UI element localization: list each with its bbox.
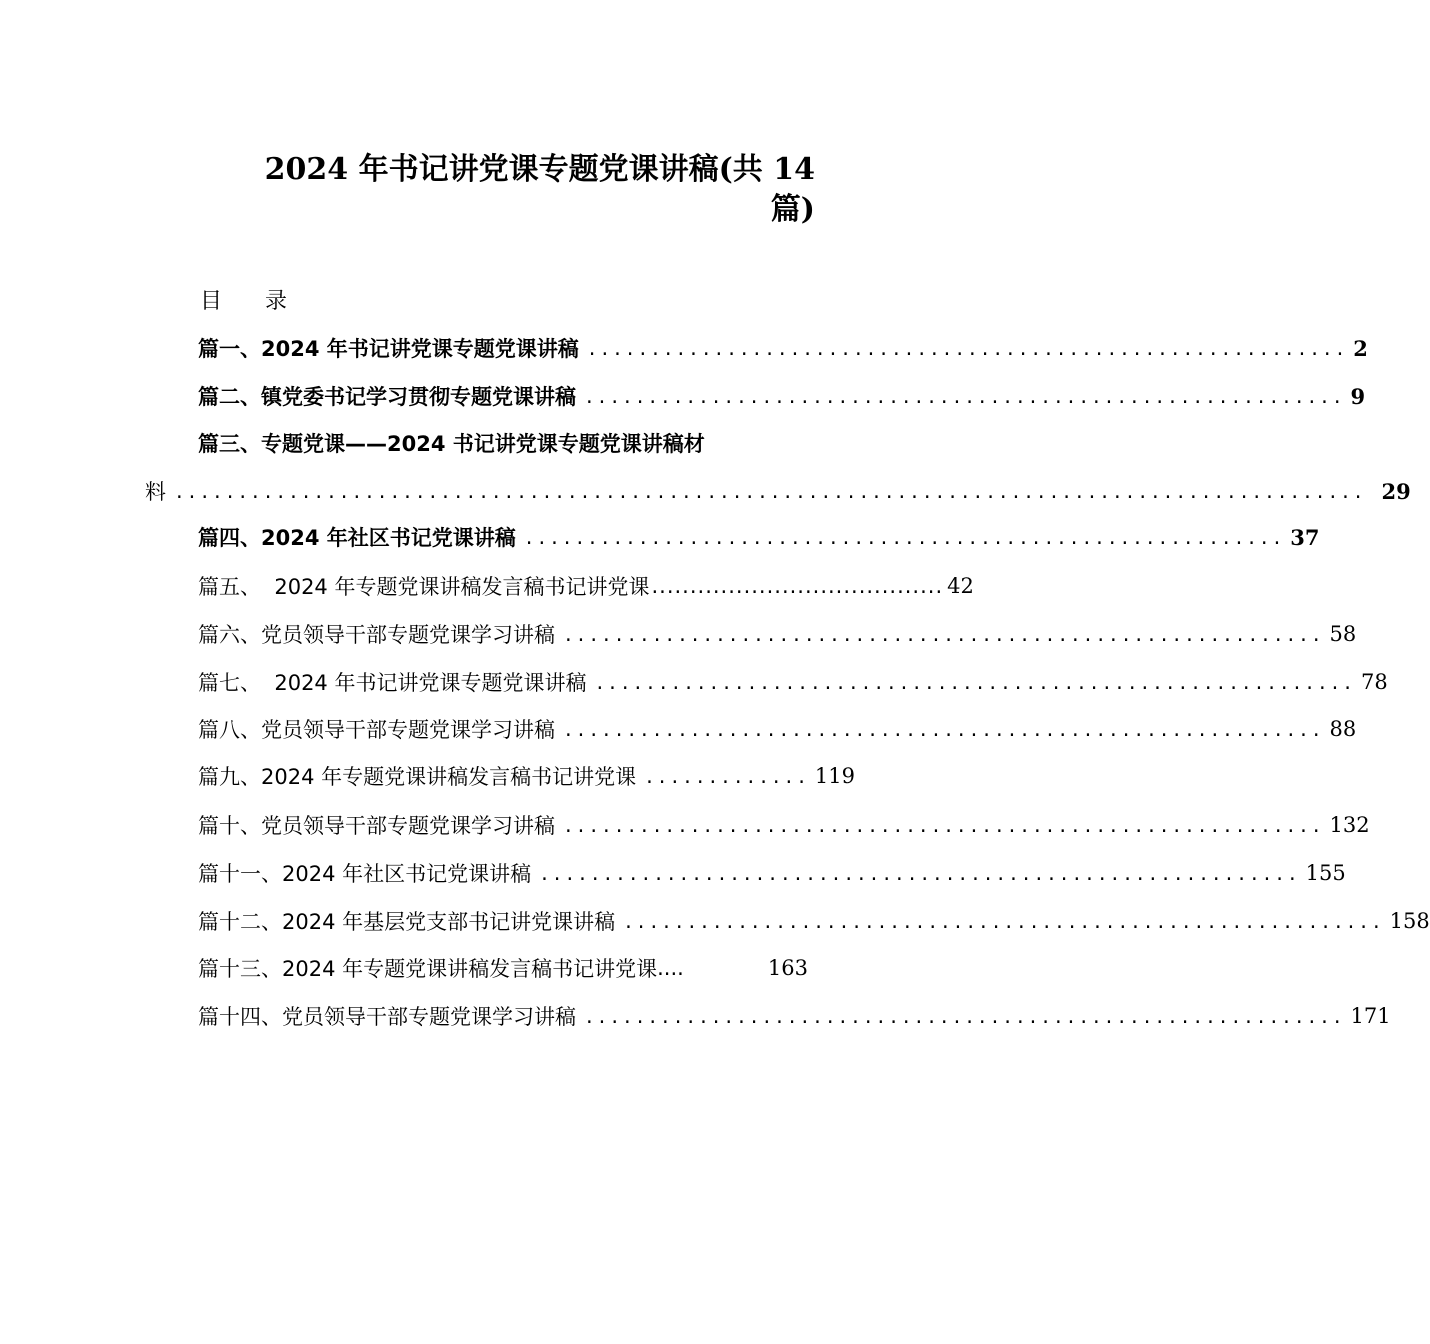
toc-heading: 目 录 xyxy=(200,289,305,314)
toc-item-3-continued[interactable] xyxy=(145,474,1411,508)
toc-item-8[interactable] xyxy=(198,712,1357,746)
dot-leader: ............................................................ xyxy=(541,861,1302,885)
dot-leader: .... xyxy=(657,956,684,980)
toc-item-page: 119 xyxy=(814,764,855,788)
toc-item-2[interactable] xyxy=(198,379,1366,413)
toc-item-label: 篇十四、党员领导干部专题党课学习讲稿 xyxy=(198,1005,576,1029)
toc-item-14[interactable] xyxy=(198,999,1391,1033)
toc-item-4[interactable] xyxy=(198,520,1320,554)
toc-item-page: 2 xyxy=(1353,335,1368,361)
toc-item-label: 篇十、党员领导干部专题党课学习讲稿 xyxy=(198,814,555,838)
toc-item-1[interactable] xyxy=(198,331,1368,365)
toc-item-label: 篇十一、2024 年社区书记党课讲稿 xyxy=(198,862,532,886)
dot-leader: .............................................................................................. xyxy=(176,479,1368,503)
toc-item-page: 132 xyxy=(1329,813,1370,837)
toc-item-9[interactable] xyxy=(198,759,855,793)
toc-item-label: 篇十二、2024 年基层党支部书记讲党课讲稿 xyxy=(198,910,616,934)
title-line-2: 篇) xyxy=(770,192,815,227)
toc-item-page: 158 xyxy=(1389,909,1430,933)
toc-item-page: 171 xyxy=(1350,1004,1391,1028)
toc-item-page: 88 xyxy=(1329,717,1357,741)
toc-item-label-continued: 料 xyxy=(145,480,166,504)
toc-item-label: 篇十三、2024 年专题党课讲稿发言稿书记讲党课 xyxy=(198,957,658,981)
toc-item-label: 篇一、2024 年书记讲党课专题党课讲稿 xyxy=(198,337,579,361)
toc-item-10[interactable] xyxy=(198,808,1370,842)
toc-item-page: 9 xyxy=(1350,383,1366,409)
toc-item-page: 42 xyxy=(947,574,974,598)
dot-leader: ............................................................ xyxy=(586,384,1347,408)
toc-item-label: 篇八、党员领导干部专题党课学习讲稿 xyxy=(198,718,555,742)
toc-item-label: 篇九、2024 年专题党课讲稿发言稿书记讲党课 xyxy=(198,765,637,789)
toc-item-12[interactable] xyxy=(198,904,1430,938)
toc-item-label: 篇四、2024 年社区书记党课讲稿 xyxy=(198,526,516,550)
dot-leader: ............................................................ xyxy=(596,670,1357,694)
toc-item-page: 29 xyxy=(1381,478,1411,504)
toc-item-3[interactable] xyxy=(198,426,808,460)
toc-item-label: 篇五、 2024 年专题党课讲稿发言稿书记讲党课 xyxy=(198,575,650,599)
toc-item-page: 155 xyxy=(1305,861,1346,885)
toc-item-6[interactable] xyxy=(198,617,1357,651)
toc-item-label: 篇三、专题党课——2024 书记讲党课专题党课讲稿材 xyxy=(198,432,705,456)
toc-item-5[interactable] xyxy=(198,569,974,603)
toc-item-page: 78 xyxy=(1361,670,1388,694)
toc-item-page: 163 xyxy=(767,956,808,980)
dot-leader: ............................................................ xyxy=(565,622,1326,646)
toc-item-label: 篇七、 2024 年书记讲党课专题党课讲稿 xyxy=(198,671,587,695)
dot-leader: ............. xyxy=(646,764,811,788)
toc-item-page: 37 xyxy=(1290,524,1320,550)
toc-item-label: 篇六、党员领导干部专题党课学习讲稿 xyxy=(198,623,555,647)
dot-leader: ............................................................ xyxy=(525,525,1287,549)
dot-leader: ............................................................ xyxy=(565,813,1326,837)
toc-item-label: 篇二、镇党委书记学习贯彻专题党课讲稿 xyxy=(198,385,576,409)
title-line-1: 2024 年书记讲党课专题党课讲稿(共 14 xyxy=(264,152,815,187)
dot-leader: ............................................................ xyxy=(625,909,1386,933)
document-title xyxy=(190,150,815,230)
toc-item-11[interactable] xyxy=(198,856,1346,890)
dot-leader: ...................................... xyxy=(651,574,944,598)
dot-leader: ............................................................ xyxy=(586,1004,1347,1028)
dot-leader: ............................................................ xyxy=(565,717,1326,741)
toc-item-7[interactable] xyxy=(198,665,1388,699)
toc-item-13[interactable] xyxy=(198,951,808,985)
toc-item-page: 58 xyxy=(1329,622,1357,646)
dot-leader: ............................................................ xyxy=(588,336,1350,360)
